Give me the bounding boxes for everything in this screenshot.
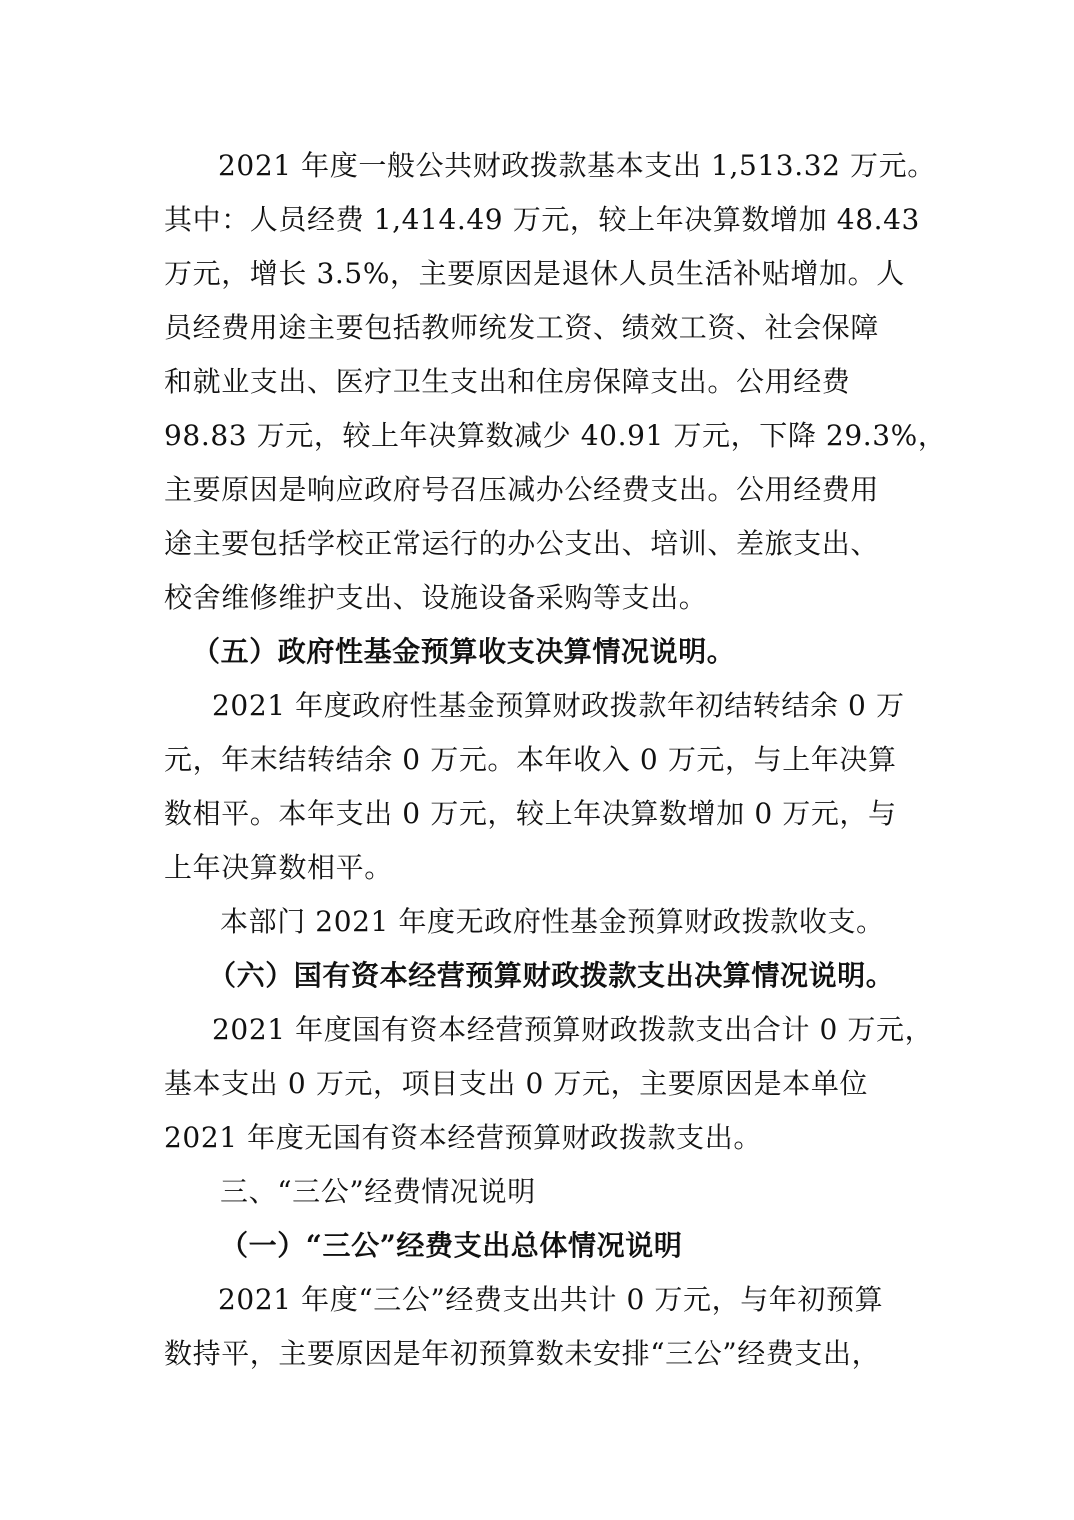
paragraph-line: 员经费用途主要包括教师统发工资、绩效工资、社会保障: [164, 311, 880, 344]
chapter-heading: 三、“三公”经费情况说明: [220, 1175, 536, 1208]
section-heading: （一）“三公”经费支出总体情况说明: [220, 1229, 683, 1262]
paragraph-line: 和就业支出、医疗卫生支出和住房保障支出。公用经费: [164, 365, 851, 398]
paragraph-line: 2021 年度政府性基金预算财政拨款年初结转结余 0 万: [212, 689, 905, 722]
paragraph-line: 数持平，主要原因是年初预算数未安排“三公”经费支出，: [164, 1337, 881, 1370]
paragraph-line: 其中：人员经费 1,414.49 万元，较上年决算数增加 48.43: [164, 203, 920, 236]
paragraph-line: 基本支出 0 万元，项目支出 0 万元，主要原因是本单位: [164, 1067, 869, 1100]
paragraph-line: 98.83 万元，较上年决算数减少 40.91 万元，下降 29.3%，: [164, 419, 947, 452]
paragraph-line: 2021 年度国有资本经营预算财政拨款支出合计 0 万元，: [212, 1013, 934, 1046]
paragraph-line: 主要原因是响应政府号召压减办公经费支出。公用经费用: [164, 473, 880, 506]
paragraph-line: 数相平。本年支出 0 万元，较上年决算数增加 0 万元，与: [164, 797, 897, 830]
paragraph-line: 校舍维修维护支出、设施设备采购等支出。: [164, 581, 708, 614]
paragraph-line: 元，年末结转结余 0 万元。本年收入 0 万元，与上年决算: [164, 743, 897, 776]
paragraph-line: 2021 年度无国有资本经营预算财政拨款支出。: [164, 1121, 762, 1154]
section-heading: （五）政府性基金预算收支决算情况说明。: [192, 635, 736, 668]
paragraph-line: 2021 年度“三公”经费支出共计 0 万元，与年初预算: [218, 1283, 884, 1316]
paragraph-line: 上年决算数相平。: [164, 851, 393, 884]
paragraph-line: 本部门 2021 年度无政府性基金预算财政拨款收支。: [220, 905, 885, 938]
section-heading: （六）国有资本经营预算财政拨款支出决算情况说明。: [208, 959, 895, 992]
paragraph-line: 途主要包括学校正常运行的办公支出、培训、差旅支出、: [164, 527, 880, 560]
paragraph-line: 2021 年度一般公共财政拨款基本支出 1,513.32 万元。: [218, 149, 936, 182]
paragraph-line: 万元，增长 3.5%，主要原因是退休人员生活补贴增加。人: [164, 257, 905, 290]
